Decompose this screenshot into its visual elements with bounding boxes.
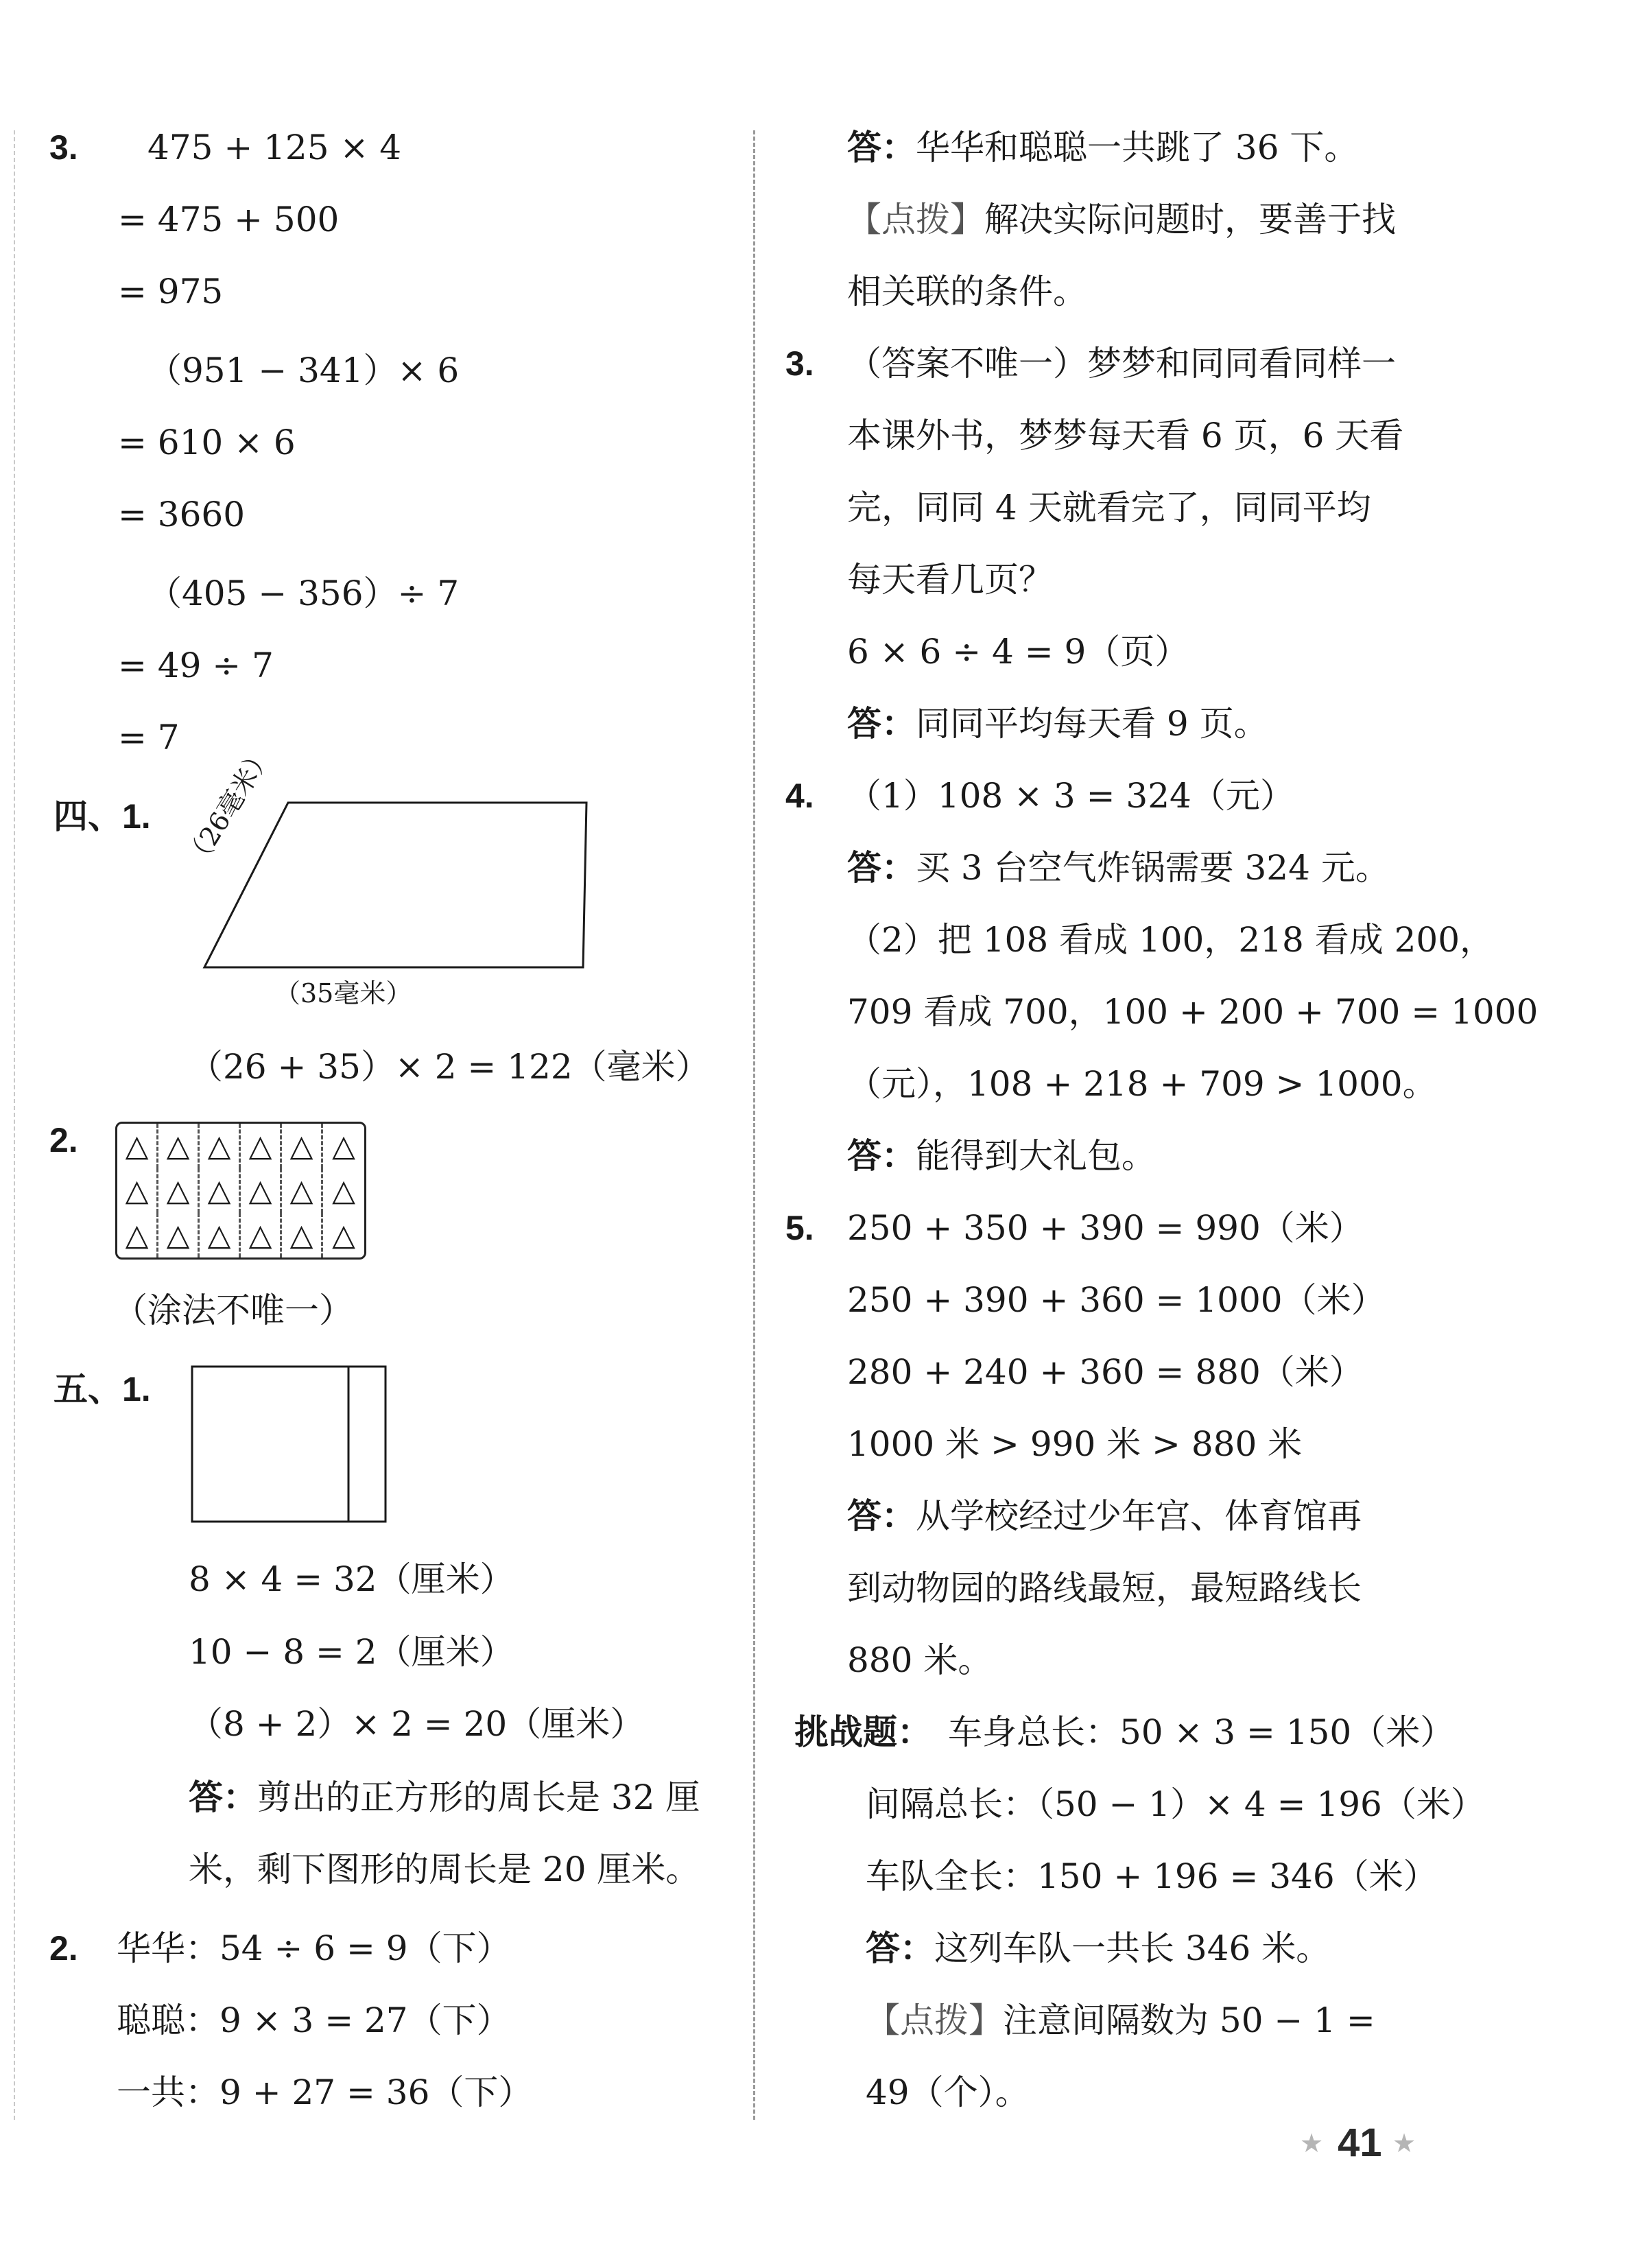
- right-q4-line-2: （2）把 108 看成 100，218 看成 200，: [847, 920, 1495, 960]
- left-q3-line-4: （951 − 341）× 6: [147, 351, 460, 390]
- answer-text: 剪出的正方形的周长是 32 厘: [257, 1777, 700, 1817]
- right-q4-label: 4.: [785, 777, 814, 815]
- left-q3-line-7: （405 − 356）÷ 7: [147, 574, 460, 613]
- right-q4-answer-2: [847, 1135, 1156, 1177]
- left-q3-line-5: = 610 × 6: [118, 423, 296, 462]
- column-divider: [753, 130, 755, 2120]
- triangle-cell: △: [332, 1128, 355, 1163]
- left-q3-line-2: = 475 + 500: [118, 200, 340, 239]
- right-q5-line-3: 280 + 240 + 360 = 880（米）: [847, 1352, 1364, 1392]
- right-q3-label: 3.: [785, 344, 814, 383]
- right-q4-line-3: 709 看成 700，100 + 200 + 700 = 1000: [847, 992, 1539, 1032]
- left-q3-label: 3.: [49, 128, 78, 167]
- triangle-cell: △: [158, 1124, 200, 1168]
- left-q3-line-3: = 975: [118, 272, 224, 311]
- section-5-line-3: （8 + 2）× 2 = 20（厘米）: [189, 1704, 645, 1744]
- challenge-line-2: 间隔总长：（50 − 1）× 4 = 196（米）: [866, 1784, 1485, 1824]
- left-q3-line-6: = 3660: [118, 495, 246, 534]
- answer-label: 答：: [866, 1928, 934, 1968]
- challenge-line-3: 车队全长：150 + 196 = 346（米）: [866, 1856, 1438, 1896]
- rectangle-figure: [191, 1365, 390, 1530]
- triangle-cell: △: [332, 1172, 355, 1208]
- answer-text: 从学校经过少年宫、体育馆再: [916, 1496, 1362, 1536]
- answer-label: 答：: [847, 703, 916, 744]
- tip-label: 【点拨】: [866, 2000, 1003, 2040]
- triangle-cell: △: [241, 1213, 282, 1257]
- right-q5-line-1: 250 + 350 + 390 = 990（米）: [847, 1208, 1364, 1248]
- challenge-label: 挑战题：: [794, 1712, 932, 1752]
- right-q5-answer-1: [847, 1496, 1362, 1537]
- parallelogram-side-label: （26毫米）: [179, 740, 278, 873]
- right-q5-line-2: 250 + 390 + 360 = 1000（米）: [847, 1280, 1386, 1320]
- tip-text: 注意间隔数为 50 − 1 =: [1003, 2000, 1375, 2040]
- triangle-grid: [115, 1122, 366, 1260]
- triangle-cell: △: [241, 1124, 282, 1168]
- answer-text: 华华和聪聪一共跳了 36 下。: [916, 128, 1359, 167]
- section-5-q2-line-2: 聪聪：9 × 3 = 27（下）: [117, 2000, 511, 2040]
- parallelogram-base-label: （35毫米）: [274, 978, 412, 1008]
- tip-label: 【点拨】: [847, 200, 984, 239]
- parallelogram-shape: [204, 803, 586, 967]
- right-q5-label: 5.: [785, 1209, 814, 1247]
- right-top-answer: [847, 127, 1358, 168]
- challenge-tip-2: 49（个）。: [866, 2072, 1030, 2112]
- triangle-cell: △: [200, 1168, 241, 1213]
- right-q3-answer: [847, 703, 1268, 744]
- triangle-cell: △: [117, 1168, 158, 1213]
- right-q5-line-4: 1000 米 > 990 米 > 880 米: [847, 1424, 1303, 1464]
- section-4-label: 四、1.: [54, 797, 151, 836]
- answer-text: 能得到大礼包。: [916, 1136, 1156, 1176]
- right-q3-line-1: （答案不唯一）梦梦和同同看同样一: [847, 344, 1396, 383]
- section-5-line-2: 10 − 8 = 2（厘米）: [189, 1632, 514, 1672]
- section-5-q2-line-3: 一共：9 + 27 = 36（下）: [117, 2072, 533, 2112]
- perimeter-formula: （26 + 35）× 2 = 122（毫米）: [189, 1047, 710, 1087]
- section-5-q2-line-1: 华华：54 ÷ 6 = 9（下）: [117, 1928, 511, 1968]
- section-5-answer-line-1: [189, 1777, 700, 1818]
- right-q3-line-2: 本课外书，梦梦每天看 6 页，6 天看: [847, 416, 1404, 456]
- answer-label: 答：: [847, 1135, 916, 1176]
- answer-text: 买 3 台空气炸锅需要 324 元。: [916, 848, 1390, 888]
- triangle-cell: △: [200, 1213, 241, 1257]
- section-5-line-1: 8 × 4 = 32（厘米）: [189, 1559, 514, 1599]
- answer-text: 这列车队一共长 346 米。: [934, 1928, 1331, 1968]
- right-q5-answer-2: 到动物园的路线最短，最短路线长: [847, 1568, 1362, 1608]
- parallelogram-figure: [192, 789, 604, 995]
- rectangle-outline: [192, 1367, 385, 1522]
- triangle-cell: △: [332, 1217, 355, 1253]
- right-q4-line-4: （元），108 + 218 + 709 > 1000。: [847, 1064, 1437, 1104]
- answer-label: 答：: [189, 1777, 257, 1817]
- triangle-cell: △: [282, 1124, 323, 1168]
- triangle-cell: △: [158, 1213, 200, 1257]
- star-icon: ★: [1392, 2128, 1416, 2158]
- triangle-cell: △: [200, 1124, 241, 1168]
- left-q3-line-8: = 49 ÷ 7: [118, 646, 274, 685]
- right-q5-answer-3: 880 米。: [847, 1640, 993, 1680]
- triangle-cell: △: [282, 1213, 323, 1257]
- right-top-tip-1: [847, 199, 1396, 240]
- right-q4-answer-1: [847, 847, 1390, 888]
- tip-text: 解决实际问题时，要善于找: [984, 200, 1396, 239]
- left-margin-line: [14, 130, 15, 2120]
- triangle-cell: △: [282, 1168, 323, 1213]
- challenge-answer: [866, 1928, 1330, 1969]
- triangle-cell: △: [117, 1124, 158, 1168]
- right-q3-line-3: 完，同同 4 天就看完了，同同平均: [847, 488, 1371, 528]
- challenge-tip-1: [866, 2000, 1375, 2041]
- star-icon: ★: [1300, 2128, 1324, 2158]
- answer-label: 答：: [847, 1496, 916, 1536]
- answer-label: 答：: [847, 847, 916, 888]
- triangle-cell: △: [241, 1168, 282, 1213]
- left-q3-line-9: = 7: [118, 718, 180, 757]
- right-top-tip-2: 相关联的条件。: [847, 272, 1087, 311]
- triangle-cell: △: [158, 1168, 200, 1213]
- answer-text: 同同平均每天看 9 页。: [916, 704, 1268, 744]
- challenge-line-1: 车身总长：50 × 3 = 150（米）: [948, 1712, 1455, 1752]
- section-5-q2-label: 2.: [49, 1929, 78, 1968]
- section-4-q2-label: 2.: [49, 1121, 78, 1159]
- right-q4-line-1: （1）108 × 3 = 324（元）: [847, 776, 1294, 816]
- triangle-cell: △: [117, 1213, 158, 1257]
- page-number: 41: [1338, 2121, 1382, 2165]
- section-5-label: 五、1.: [54, 1370, 151, 1408]
- right-q3-line-4: 每天看几页？: [847, 560, 1053, 600]
- answer-label: 答：: [847, 127, 916, 167]
- right-q3-line-5: 6 × 6 ÷ 4 = 9（页）: [847, 632, 1189, 672]
- section-5-answer-line-2: 米，剩下图形的周长是 20 厘米。: [189, 1850, 700, 1889]
- section-4-note: （涂法不唯一）: [113, 1290, 353, 1330]
- left-q3-line-1: 475 + 125 × 4: [147, 128, 402, 167]
